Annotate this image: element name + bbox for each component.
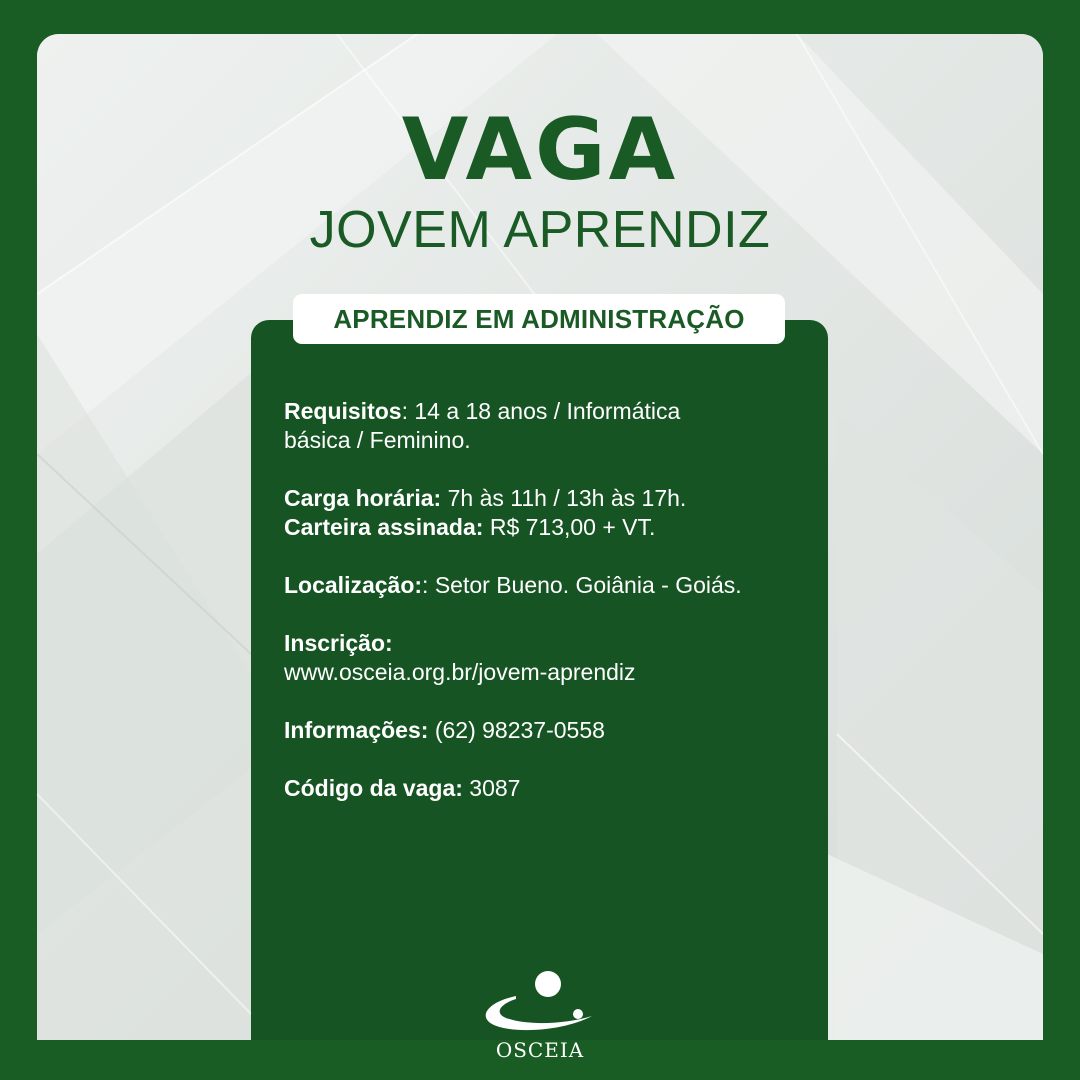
carteira-label: Carteira assinada: xyxy=(284,514,484,540)
carga-label: Carga horária: xyxy=(284,485,442,511)
job-role-badge: APRENDIZ EM ADMINISTRAÇÃO xyxy=(293,294,785,344)
inscricao-link[interactable]: www.osceia.org.br/jovem-aprendiz xyxy=(284,659,636,685)
requisitos-value: : 14 a 18 anos / Informática xyxy=(401,398,681,424)
codigo-value: 3087 xyxy=(462,775,521,801)
carga-value: 7h às 11h / 13h às 17h. xyxy=(441,485,687,511)
inscricao-label-line xyxy=(284,629,824,658)
page-title: VAGA xyxy=(401,100,679,200)
localizacao-value: : Setor Bueno. Goiânia - Goiás. xyxy=(422,572,742,598)
informacoes-line xyxy=(284,716,824,745)
job-info xyxy=(284,397,824,803)
informacoes-label: Informações: xyxy=(284,717,429,743)
requisitos-line-2: básica / Feminino. xyxy=(284,427,471,453)
carteira-line xyxy=(284,513,824,542)
requisitos-label: Requisitos xyxy=(284,398,402,424)
codigo-label: Código da vaga: xyxy=(284,775,463,801)
osceia-logo-text: OSCEIA xyxy=(495,1038,585,1062)
informacoes-phone[interactable]: (62) 98237-0558 xyxy=(428,717,605,743)
carteira-value: R$ 713,00 + VT. xyxy=(483,514,656,540)
inscricao-label: Inscrição: xyxy=(284,630,393,656)
requisitos-line xyxy=(284,397,824,426)
carga-line xyxy=(284,484,824,513)
localizacao-line xyxy=(284,571,824,600)
localizacao-label: Localização: xyxy=(284,572,423,598)
codigo-line xyxy=(284,774,824,803)
page-subtitle: JOVEM APRENDIZ xyxy=(309,201,771,259)
